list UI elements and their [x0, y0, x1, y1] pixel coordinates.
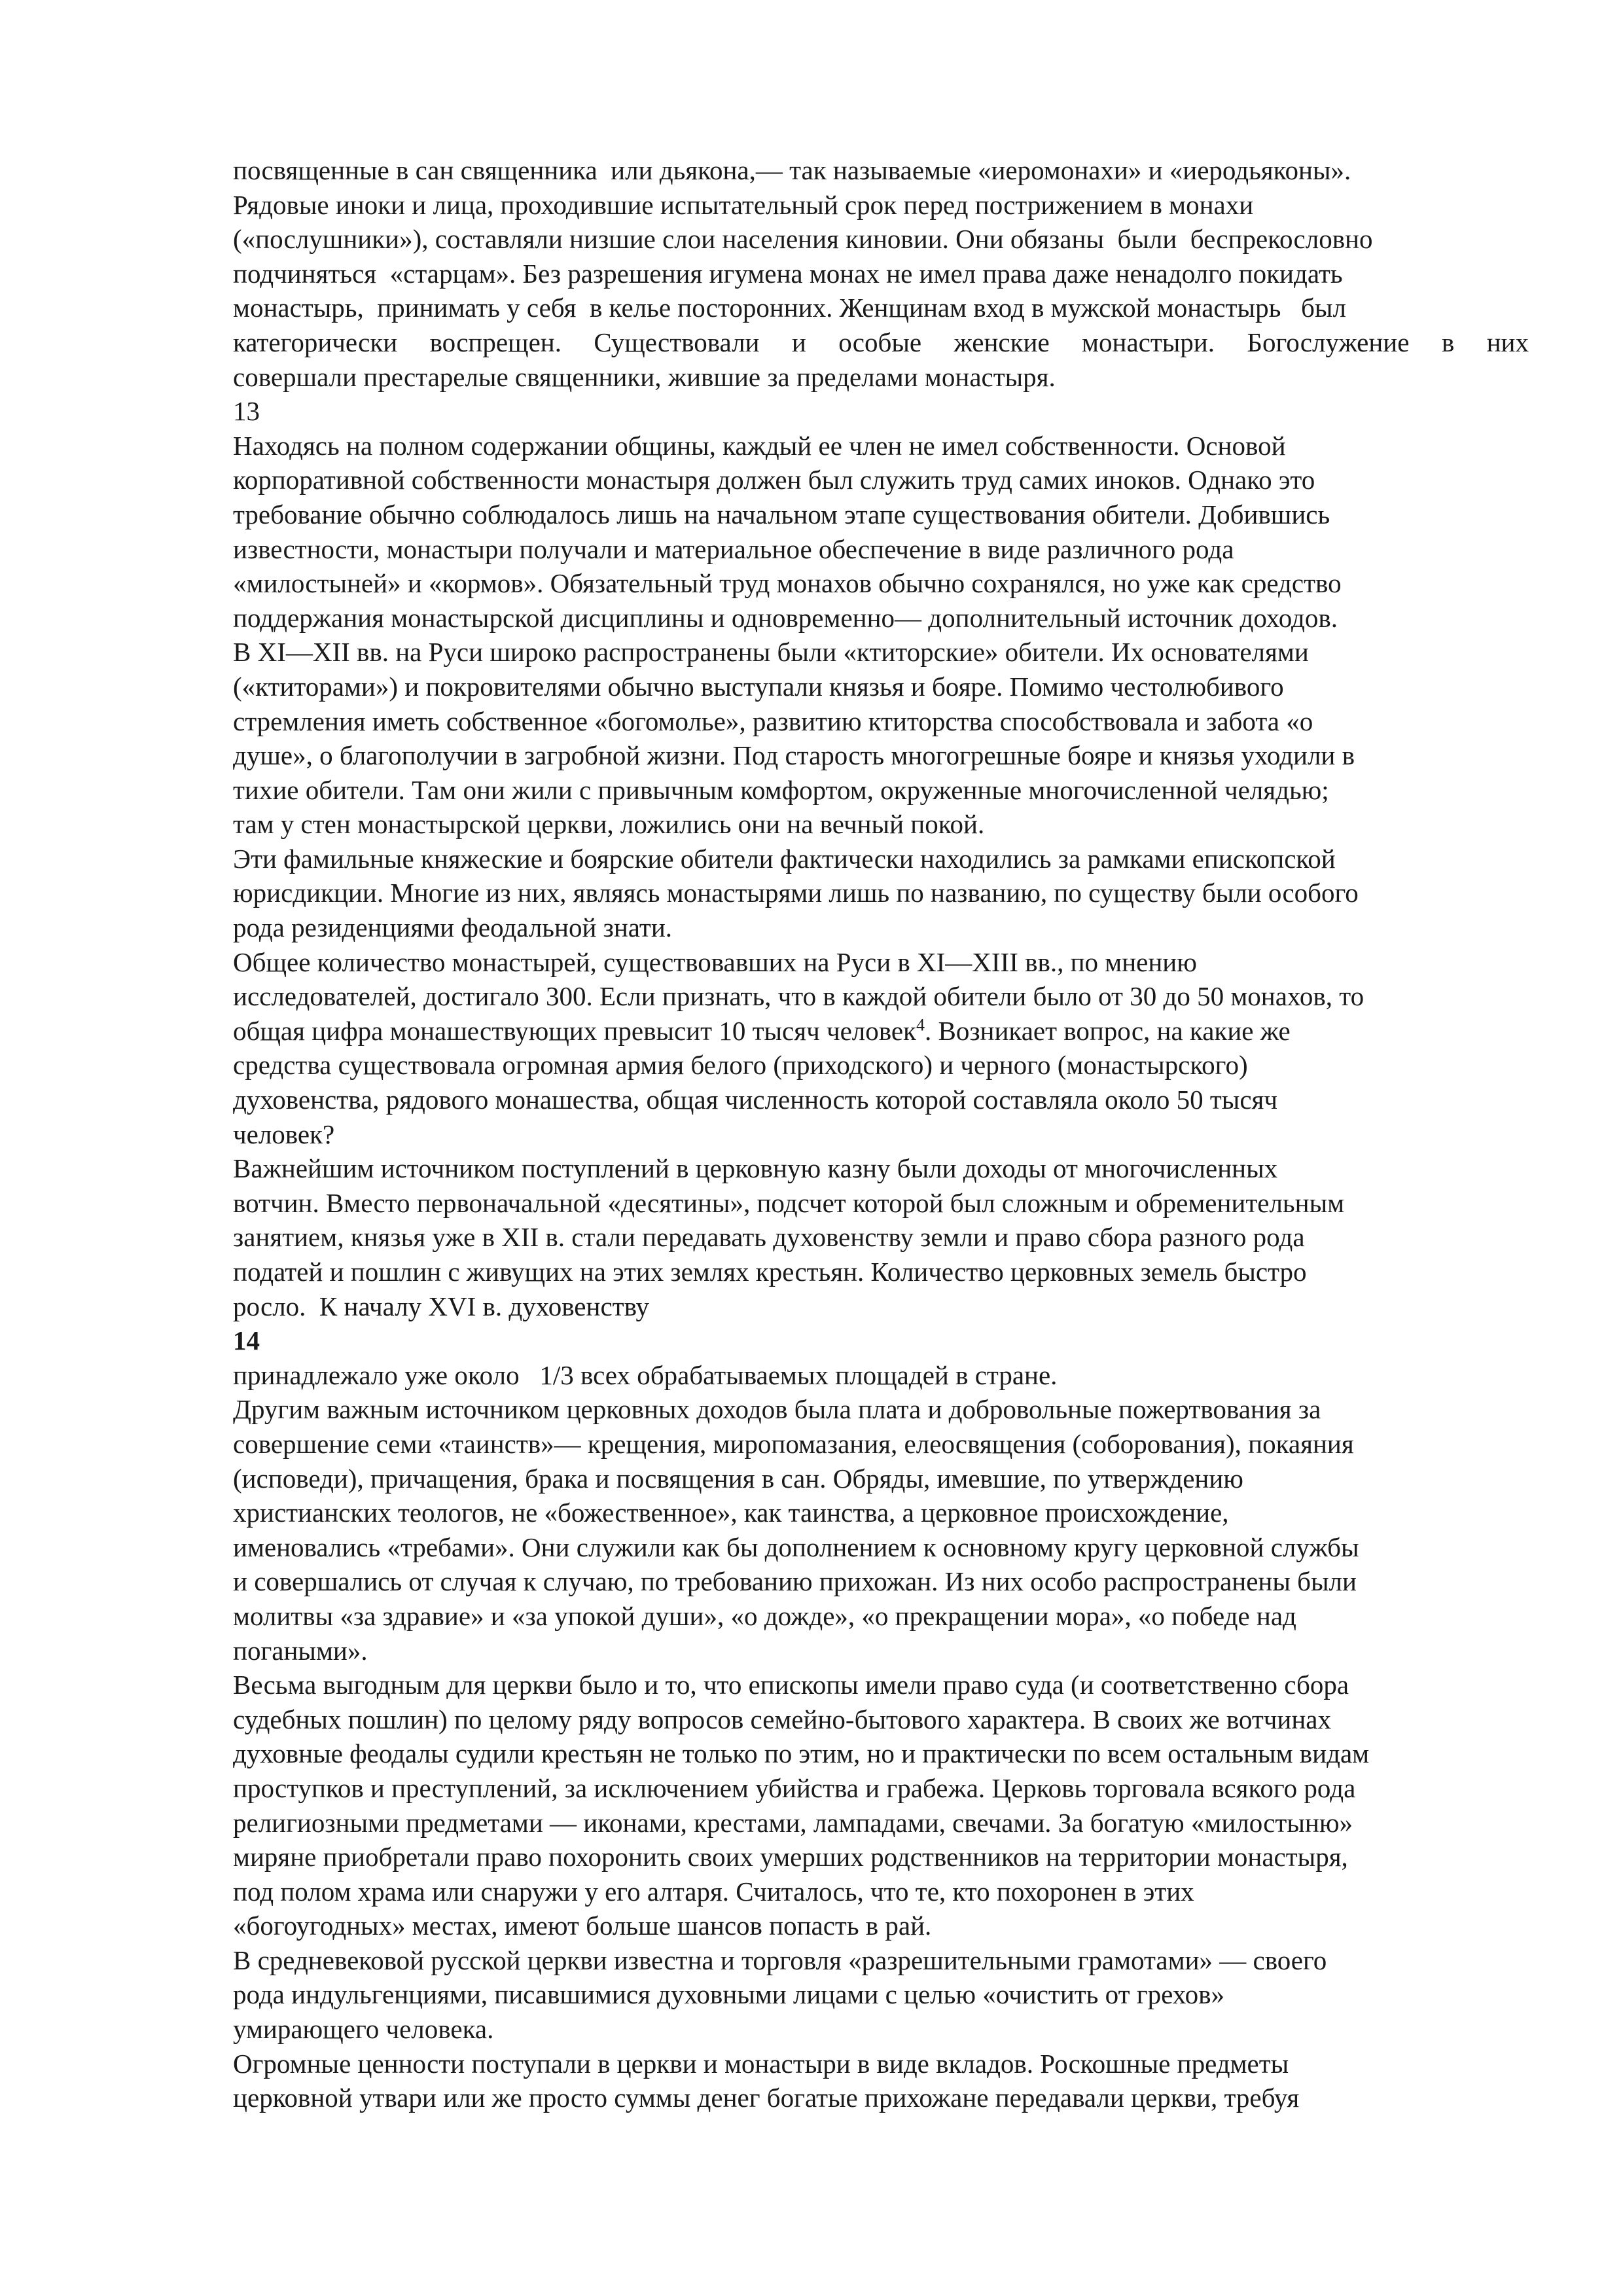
text-line: рода индульгенциями, писавшимися духовными лицами с целью «очистить от грехов» [233, 1979, 1225, 2010]
page-number: 13 [233, 396, 260, 427]
text-line: судебных пошлин) по целому ряду вопросов семейно-бытового характера. В своих же вотчинах [233, 1704, 1331, 1734]
page-number: 14 [233, 1325, 260, 1356]
text-line: Важнейшим источником поступлений в церковную казну были доходы от многочисленных [233, 1153, 1278, 1184]
text-line: Весьма выгодным для церкви было и то, что епископы имели право суда (и соответственно сбора [233, 1670, 1349, 1700]
text-line: молитвы «за здравие» и «за упокой души», «о дожде», «о прекращении мора», «о победе над [233, 1600, 1296, 1631]
text-line: Огромные ценности поступали в церкви и монастыри в виде вкладов. Роскошные предметы [233, 2048, 1289, 2079]
text-line: стремления иметь собственное «богомолье», развитию ктиторства способствовала и забота «о [233, 706, 1313, 736]
text-line: исследователей, достигало 300. Если признать, что в каждой обители было от 30 до 50 монахов, то [233, 981, 1364, 1012]
text-line: миряне приобретали право похоронить своих умерших родственников на территории монастыря, [233, 1842, 1348, 1873]
text-line: Общее количество монастырей, существовавших на Руси в XI—XIII вв., по мнению [233, 946, 1197, 977]
text-line: известности, монастыри получали и материальное обеспечение в виде различного рода [233, 533, 1234, 564]
text-line: Другим важным источником церковных доходов была плата и добровольные пожертвования за [233, 1394, 1321, 1425]
text-line: христианских теологов, не «божественное», как таинства, а церковное происхождение, [233, 1498, 1229, 1528]
text-line: требование обычно соблюдалось лишь на начальном этапе существования обители. Добившись [233, 499, 1330, 529]
text-line [233, 2115, 1529, 2150]
text-line: церковной утвари или же просто суммы денег богатые прихожане передавали церкви, требуя [233, 2083, 1300, 2113]
text-line: («послушники»), составляли низшие слои населения киновии. Они обязаны были беспрекословно [233, 224, 1373, 255]
text-line: проступков и преступлений, за исключением убийства и грабежа. Церковь торговала всякого рода [233, 1772, 1356, 1803]
text-line: рода резиденциями феодальной знати. [233, 912, 673, 943]
text-line: духовные феодалы судили крестьян не только по этим, но и практически по всем остальным видам [233, 1738, 1370, 1769]
text-line: корпоративной собственности монастыря должен был служить труд самих иноков. Однако это [233, 465, 1315, 495]
text-line: Рядовые иноки и лица, проходившие испытательный срок перед пострижением в монахи [233, 189, 1254, 220]
text-line: совершали престарелые священники, жившие за пределами монастыря. [233, 361, 1056, 392]
text-line: занятием, князья уже в XII в. стали передавать духовенству земли и право сбора разного рода [233, 1222, 1305, 1253]
text-line: там у стен монастырской церкви, ложились они на вечный покой. [233, 809, 985, 840]
text-line: религиозными предметами — иконами, крестами, лампадами, свечами. За богатую «милостыню» [233, 1807, 1353, 1838]
text-line: под полом храма или снаружи у его алтаря. Считалось, что те, кто похоронен в этих [233, 1876, 1194, 1907]
text-line: именовались «требами». Они служили как бы дополнением к основному кругу церковной службы [233, 1532, 1359, 1562]
text-line: подчиняться «старцам». Без разрешения игумена монах не имел права даже ненадолго покидать [233, 258, 1343, 289]
text-line: совершение семи «таинств»— крещения, миропомазания, елеосвящения (соборования), покаяния [233, 1428, 1354, 1459]
text-line: умирающего человека. [233, 2014, 494, 2045]
text-line: духовенства, рядового монашества, общая численность которой составляла около 50 тысяч [233, 1085, 1277, 1115]
text-line: и совершались от случая к случаю, по требованию прихожан. Из них особо распространены были [233, 1566, 1357, 1597]
text-line: монастырь, принимать у себя в келье посторонних. Женщинам вход в мужской монастырь был [233, 293, 1346, 323]
text-line: тихие обители. Там они жили с привычным комфортом, окруженные многочисленной челядью; [233, 774, 1329, 805]
text-line: вотчин. Вместо первоначальной «десятины», подсчет которой был сложным и обременительным [233, 1187, 1345, 1218]
text-line: душе», о благополучии в загробной жизни. Под старость многогрешные бояре и князья уходили в [233, 740, 1355, 771]
text-line: принадлежало уже около 1/3 всех обрабатываемых площадей в стране. [233, 1359, 1058, 1390]
text-line: категорически воспрещен. Существовали и особые женские монастыри. Богослужение в них [233, 327, 1529, 357]
text-segment: общая цифра монашествующих превысит 10 тысяч человек [233, 1015, 916, 1046]
text-line: средства существовала огромная армия белого (приходского) и черного (монастырского) [233, 1050, 1248, 1081]
text-line: погаными». [233, 1635, 368, 1666]
text-segment: . Возникает вопрос, на какие же [924, 1015, 1291, 1046]
text-line: юрисдикции. Многие из них, являясь монастырями лишь по названию, по существу были особого [233, 878, 1359, 908]
text-line: В XI—XII вв. на Руси широко распространены были «ктиторские» обители. Их основателями [233, 637, 1309, 668]
text-line-with-footnote [233, 1014, 1529, 1049]
text-line: посвященные в сан священника или дьякона,— так называемые «иеромонахи» и «иеродьяконы». [233, 155, 1351, 185]
text-line: податей и пошлин с живущих на этих землях крестьян. Количество церковных земель быстро [233, 1257, 1307, 1287]
text-line: («ктиторами») и покровителями обычно выступали князья и бояре. Помимо честолюбивого [233, 671, 1284, 702]
text-line: В средневековой русской церкви известна и торговля «разрешительными грамотами» — своего [233, 1945, 1327, 1975]
text-line: Эти фамильные княжеские и боярские обители фактически находились за рамками епископской [233, 843, 1336, 874]
document-body [233, 153, 1529, 2149]
footnote-marker: 4 [916, 1015, 925, 1035]
text-line: «милостыней» и «кормов». Обязательный труд монахов обычно сохранялся, но уже как средство [233, 568, 1342, 599]
text-line: «богоугодных» местах, имеют больше шансов попасть в рай. [233, 1910, 932, 1941]
text-line: поддержания монастырской дисциплины и одновременно— дополнительный источник доходов. [233, 602, 1338, 633]
text-line: росло. К началу XVI в. духовенству [233, 1291, 650, 1321]
text-line: (исповеди), причащения, брака и посвящения в сан. Обряды, имевшие, по утверждению [233, 1463, 1243, 1494]
text-line: Находясь на полном содержании общины, каждый ее член не имел собственности. Основой [233, 430, 1286, 461]
text-line: человек? [233, 1119, 335, 1149]
